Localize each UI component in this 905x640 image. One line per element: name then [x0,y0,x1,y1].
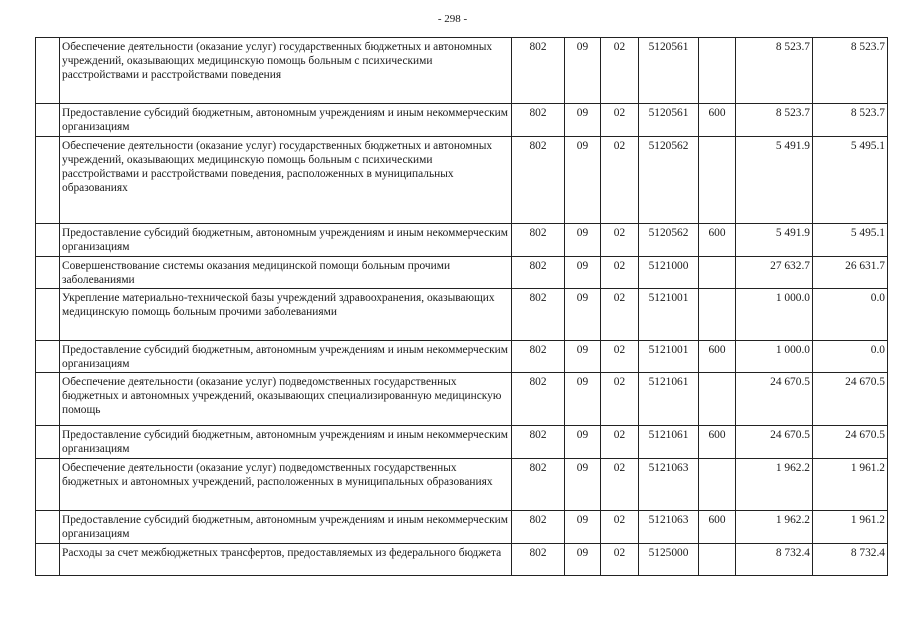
amount-year-1: 24 670.5 [736,373,813,426]
ministry-code: 802 [512,341,565,373]
subsection-code: 02 [601,426,639,459]
section-code: 09 [565,511,601,544]
table-row [36,104,888,137]
ministry-code: 802 [512,38,565,104]
ministry-code: 802 [512,459,565,511]
amount-year-1: 27 632.7 [736,257,813,289]
section-code: 09 [565,341,601,373]
expense-type-code [699,38,736,104]
amount-year-2: 5 495.1 [813,137,888,224]
target-article-code: 5121063 [639,459,699,511]
subsection-code: 02 [601,511,639,544]
amount-year-1: 5 491.9 [736,224,813,257]
table-row [36,289,888,341]
row-margin-cell [36,544,60,576]
item-description: Предоставление субсидий бюджетным, автономным учреждениям и иным некоммерческим организациям [60,224,512,257]
item-description: Обеспечение деятельности (оказание услуг) государственных бюджетных и автономных учреждений, оказывающих медицинскую помощь больным с психическими расстройствами и расстройствами поведения [60,38,512,104]
amount-year-2: 0.0 [813,289,888,341]
amount-year-1: 1 000.0 [736,289,813,341]
subsection-code: 02 [601,373,639,426]
target-article-code: 5121000 [639,257,699,289]
row-margin-cell [36,289,60,341]
item-description: Предоставление субсидий бюджетным, автономным учреждениям и иным некоммерческим организациям [60,426,512,459]
section-code: 09 [565,38,601,104]
target-article-code: 5121061 [639,373,699,426]
amount-year-2: 5 495.1 [813,224,888,257]
amount-year-2: 0.0 [813,341,888,373]
amount-year-2: 1 961.2 [813,459,888,511]
row-margin-cell [36,257,60,289]
expense-type-code [699,459,736,511]
expense-type-code [699,257,736,289]
row-margin-cell [36,38,60,104]
ministry-code: 802 [512,426,565,459]
expense-type-code [699,544,736,576]
amount-year-2: 8 523.7 [813,38,888,104]
amount-year-2: 24 670.5 [813,373,888,426]
ministry-code: 802 [512,373,565,426]
expense-type-code: 600 [699,511,736,544]
subsection-code: 02 [601,289,639,341]
table-row [36,38,888,104]
expense-type-code: 600 [699,224,736,257]
subsection-code: 02 [601,459,639,511]
ministry-code: 802 [512,224,565,257]
subsection-code: 02 [601,104,639,137]
item-description: Совершенствование системы оказания медицинской помощи больным прочими заболеваниями [60,257,512,289]
subsection-code: 02 [601,224,639,257]
subsection-code: 02 [601,257,639,289]
row-margin-cell [36,426,60,459]
row-margin-cell [36,511,60,544]
row-margin-cell [36,341,60,373]
row-margin-cell [36,224,60,257]
item-description: Предоставление субсидий бюджетным, автономным учреждениям и иным некоммерческим организациям [60,341,512,373]
expense-type-code: 600 [699,426,736,459]
item-description: Обеспечение деятельности (оказание услуг) подведомственных государственных бюджетных и автономных учреждений, оказывающих специализированную медицинскую помощь [60,373,512,426]
row-margin-cell [36,373,60,426]
amount-year-2: 1 961.2 [813,511,888,544]
table-row [36,426,888,459]
section-code: 09 [565,137,601,224]
target-article-code: 5121001 [639,289,699,341]
table-row [36,341,888,373]
row-margin-cell [36,459,60,511]
amount-year-1: 24 670.5 [736,426,813,459]
amount-year-1: 1 962.2 [736,459,813,511]
table-row [36,373,888,426]
expense-type-code: 600 [699,104,736,137]
target-article-code: 5121061 [639,426,699,459]
amount-year-1: 1 962.2 [736,511,813,544]
amount-year-2: 8 523.7 [813,104,888,137]
section-code: 09 [565,257,601,289]
section-code: 09 [565,426,601,459]
expense-type-code: 600 [699,341,736,373]
table-row [36,224,888,257]
table-row [36,137,888,224]
subsection-code: 02 [601,341,639,373]
target-article-code: 5125000 [639,544,699,576]
section-code: 09 [565,224,601,257]
table-row [36,511,888,544]
budget-table-body [36,38,888,576]
subsection-code: 02 [601,137,639,224]
row-margin-cell [36,137,60,224]
section-code: 09 [565,104,601,137]
expense-type-code [699,373,736,426]
amount-year-1: 1 000.0 [736,341,813,373]
ministry-code: 802 [512,137,565,224]
ministry-code: 802 [512,289,565,341]
amount-year-2: 24 670.5 [813,426,888,459]
ministry-code: 802 [512,257,565,289]
target-article-code: 5120561 [639,38,699,104]
target-article-code: 5120562 [639,224,699,257]
amount-year-2: 8 732.4 [813,544,888,576]
amount-year-1: 8 523.7 [736,104,813,137]
ministry-code: 802 [512,544,565,576]
amount-year-1: 8 523.7 [736,38,813,104]
item-description: Обеспечение деятельности (оказание услуг) государственных бюджетных и автономных учреждений, оказывающих медицинскую помощь больным с психическими расстройствами и расстройствами поведения, расположенных в муниципальных образованиях [60,137,512,224]
table-row [36,257,888,289]
table-row [36,544,888,576]
amount-year-1: 5 491.9 [736,137,813,224]
expense-type-code [699,289,736,341]
item-description: Обеспечение деятельности (оказание услуг) подведомственных государственных бюджетных и автономных учреждений, расположенных в муниципальных образованиях [60,459,512,511]
subsection-code: 02 [601,544,639,576]
section-code: 09 [565,544,601,576]
budget-table [35,37,888,576]
item-description: Предоставление субсидий бюджетным, автономным учреждениям и иным некоммерческим организациям [60,511,512,544]
ministry-code: 802 [512,104,565,137]
item-description: Предоставление субсидий бюджетным, автономным учреждениям и иным некоммерческим организациям [60,104,512,137]
section-code: 09 [565,373,601,426]
ministry-code: 802 [512,511,565,544]
subsection-code: 02 [601,38,639,104]
item-description: Расходы за счет межбюджетных трансфертов, предоставляемых из федерального бюджета [60,544,512,576]
target-article-code: 5120561 [639,104,699,137]
target-article-code: 5120562 [639,137,699,224]
target-article-code: 5121001 [639,341,699,373]
section-code: 09 [565,289,601,341]
row-margin-cell [36,104,60,137]
section-code: 09 [565,459,601,511]
target-article-code: 5121063 [639,511,699,544]
expense-type-code [699,137,736,224]
amount-year-2: 26 631.7 [813,257,888,289]
page-number: - 298 - [437,13,468,25]
amount-year-1: 8 732.4 [736,544,813,576]
table-row [36,459,888,511]
item-description: Укрепление материально-технической базы учреждений здравоохранения, оказывающих медицинскую помощь больным прочими заболеваниями [60,289,512,341]
